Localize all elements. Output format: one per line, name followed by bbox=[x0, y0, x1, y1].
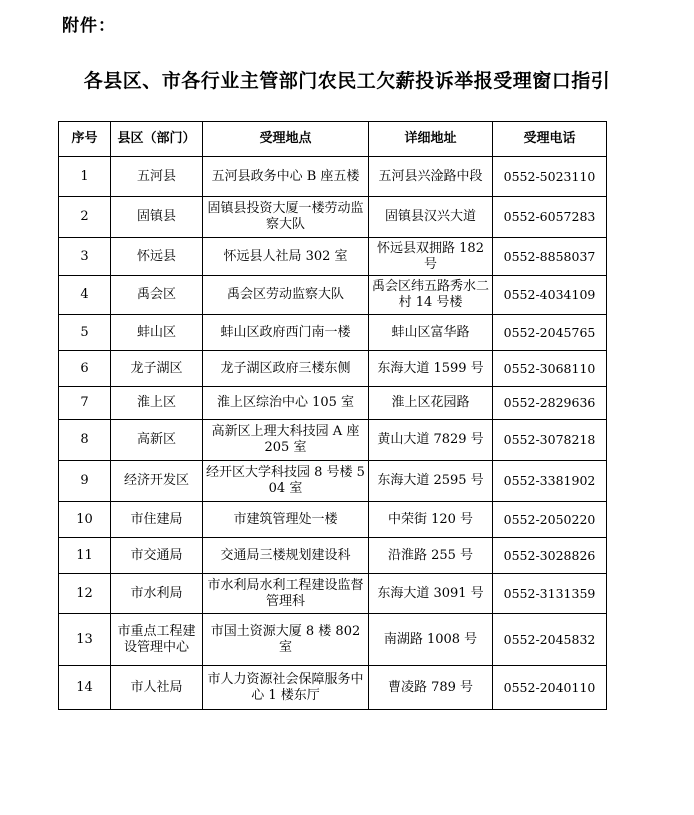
cell-phone: 0552-3131359 bbox=[493, 574, 607, 614]
column-header-phone: 受理电话 bbox=[493, 122, 607, 157]
cell-place: 禹会区劳动监察大队 bbox=[203, 276, 369, 315]
cell-no: 12 bbox=[59, 574, 111, 614]
cell-no: 13 bbox=[59, 614, 111, 666]
table-header-row bbox=[59, 122, 607, 157]
cell-no: 6 bbox=[59, 351, 111, 387]
cell-dept: 五河县 bbox=[111, 157, 203, 197]
cell-phone: 0552-2045832 bbox=[493, 614, 607, 666]
table-row bbox=[59, 666, 607, 710]
cell-dept: 禹会区 bbox=[111, 276, 203, 315]
document-title: 各县区、市各行业主管部门农民工欠薪投诉举报受理窗口指引 bbox=[83, 70, 611, 92]
cell-phone: 0552-3078218 bbox=[493, 420, 607, 461]
table-row bbox=[59, 197, 607, 238]
table-row bbox=[59, 387, 607, 420]
cell-no: 4 bbox=[59, 276, 111, 315]
cell-address: 东海大道 1599 号 bbox=[369, 351, 493, 387]
cell-no: 9 bbox=[59, 461, 111, 502]
cell-place: 龙子湖区政府三楼东侧 bbox=[203, 351, 369, 387]
cell-address: 禹会区纬五路秀水二村 14 号楼 bbox=[369, 276, 493, 315]
cell-phone: 0552-3068110 bbox=[493, 351, 607, 387]
cell-place: 交通局三楼规划建设科 bbox=[203, 538, 369, 574]
cell-phone: 0552-5023110 bbox=[493, 157, 607, 197]
cell-place: 固镇县投资大厦一楼劳动监察大队 bbox=[203, 197, 369, 238]
attachment-label: 附件： bbox=[62, 16, 116, 36]
cell-place: 高新区上理大科技园 A 座 205 室 bbox=[203, 420, 369, 461]
cell-address: 蚌山区富华路 bbox=[369, 315, 493, 351]
column-header-address: 详细地址 bbox=[369, 122, 493, 157]
column-header-place: 受理地点 bbox=[203, 122, 369, 157]
cell-address: 中荣街 120 号 bbox=[369, 502, 493, 538]
cell-phone: 0552-3381902 bbox=[493, 461, 607, 502]
table-row bbox=[59, 574, 607, 614]
cell-place: 市建筑管理处一楼 bbox=[203, 502, 369, 538]
table-row bbox=[59, 614, 607, 666]
table-row bbox=[59, 502, 607, 538]
cell-dept: 市住建局 bbox=[111, 502, 203, 538]
table-row bbox=[59, 276, 607, 315]
cell-address: 怀远县双拥路 182 号 bbox=[369, 238, 493, 276]
cell-place: 怀远县人社局 302 室 bbox=[203, 238, 369, 276]
cell-no: 8 bbox=[59, 420, 111, 461]
cell-address: 东海大道 3091 号 bbox=[369, 574, 493, 614]
complaint-window-table bbox=[58, 121, 607, 710]
table-row bbox=[59, 461, 607, 502]
cell-address: 淮上区花园路 bbox=[369, 387, 493, 420]
table-row bbox=[59, 238, 607, 276]
cell-phone: 0552-4034109 bbox=[493, 276, 607, 315]
cell-address: 曹凌路 789 号 bbox=[369, 666, 493, 710]
cell-dept: 蚌山区 bbox=[111, 315, 203, 351]
cell-no: 5 bbox=[59, 315, 111, 351]
cell-phone: 0552-2045765 bbox=[493, 315, 607, 351]
table-row bbox=[59, 538, 607, 574]
cell-place: 五河县政务中心 B 座五楼 bbox=[203, 157, 369, 197]
cell-no: 14 bbox=[59, 666, 111, 710]
cell-place: 市人力资源社会保障服务中心 1 楼东厅 bbox=[203, 666, 369, 710]
table-row bbox=[59, 157, 607, 197]
cell-phone: 0552-3028826 bbox=[493, 538, 607, 574]
cell-place: 市国土资源大厦 8 楼 802 室 bbox=[203, 614, 369, 666]
cell-no: 7 bbox=[59, 387, 111, 420]
cell-dept: 市重点工程建设管理中心 bbox=[111, 614, 203, 666]
cell-phone: 0552-2040110 bbox=[493, 666, 607, 710]
cell-address: 东海大道 2595 号 bbox=[369, 461, 493, 502]
cell-dept: 淮上区 bbox=[111, 387, 203, 420]
cell-dept: 经济开发区 bbox=[111, 461, 203, 502]
table-row bbox=[59, 351, 607, 387]
cell-no: 10 bbox=[59, 502, 111, 538]
cell-dept: 固镇县 bbox=[111, 197, 203, 238]
cell-address: 沿淮路 255 号 bbox=[369, 538, 493, 574]
cell-phone: 0552-2050220 bbox=[493, 502, 607, 538]
cell-phone: 0552-8858037 bbox=[493, 238, 607, 276]
cell-address: 南湖路 1008 号 bbox=[369, 614, 493, 666]
cell-place: 经开区大学科技园 8 号楼 504 室 bbox=[203, 461, 369, 502]
cell-no: 1 bbox=[59, 157, 111, 197]
column-header-no: 序号 bbox=[59, 122, 111, 157]
table-row bbox=[59, 315, 607, 351]
cell-phone: 0552-2829636 bbox=[493, 387, 607, 420]
cell-dept: 市水利局 bbox=[111, 574, 203, 614]
cell-dept: 高新区 bbox=[111, 420, 203, 461]
column-header-dept: 县区（部门） bbox=[111, 122, 203, 157]
cell-place: 市水利局水利工程建设监督管理科 bbox=[203, 574, 369, 614]
cell-place: 蚌山区政府西门南一楼 bbox=[203, 315, 369, 351]
table-row bbox=[59, 420, 607, 461]
cell-dept: 怀远县 bbox=[111, 238, 203, 276]
cell-address: 五河县兴淦路中段 bbox=[369, 157, 493, 197]
cell-no: 3 bbox=[59, 238, 111, 276]
cell-address: 黄山大道 7829 号 bbox=[369, 420, 493, 461]
cell-place: 淮上区综治中心 105 室 bbox=[203, 387, 369, 420]
cell-address: 固镇县汉兴大道 bbox=[369, 197, 493, 238]
cell-phone: 0552-6057283 bbox=[493, 197, 607, 238]
cell-no: 11 bbox=[59, 538, 111, 574]
cell-dept: 龙子湖区 bbox=[111, 351, 203, 387]
table-body bbox=[59, 157, 607, 710]
cell-dept: 市人社局 bbox=[111, 666, 203, 710]
cell-no: 2 bbox=[59, 197, 111, 238]
cell-dept: 市交通局 bbox=[111, 538, 203, 574]
